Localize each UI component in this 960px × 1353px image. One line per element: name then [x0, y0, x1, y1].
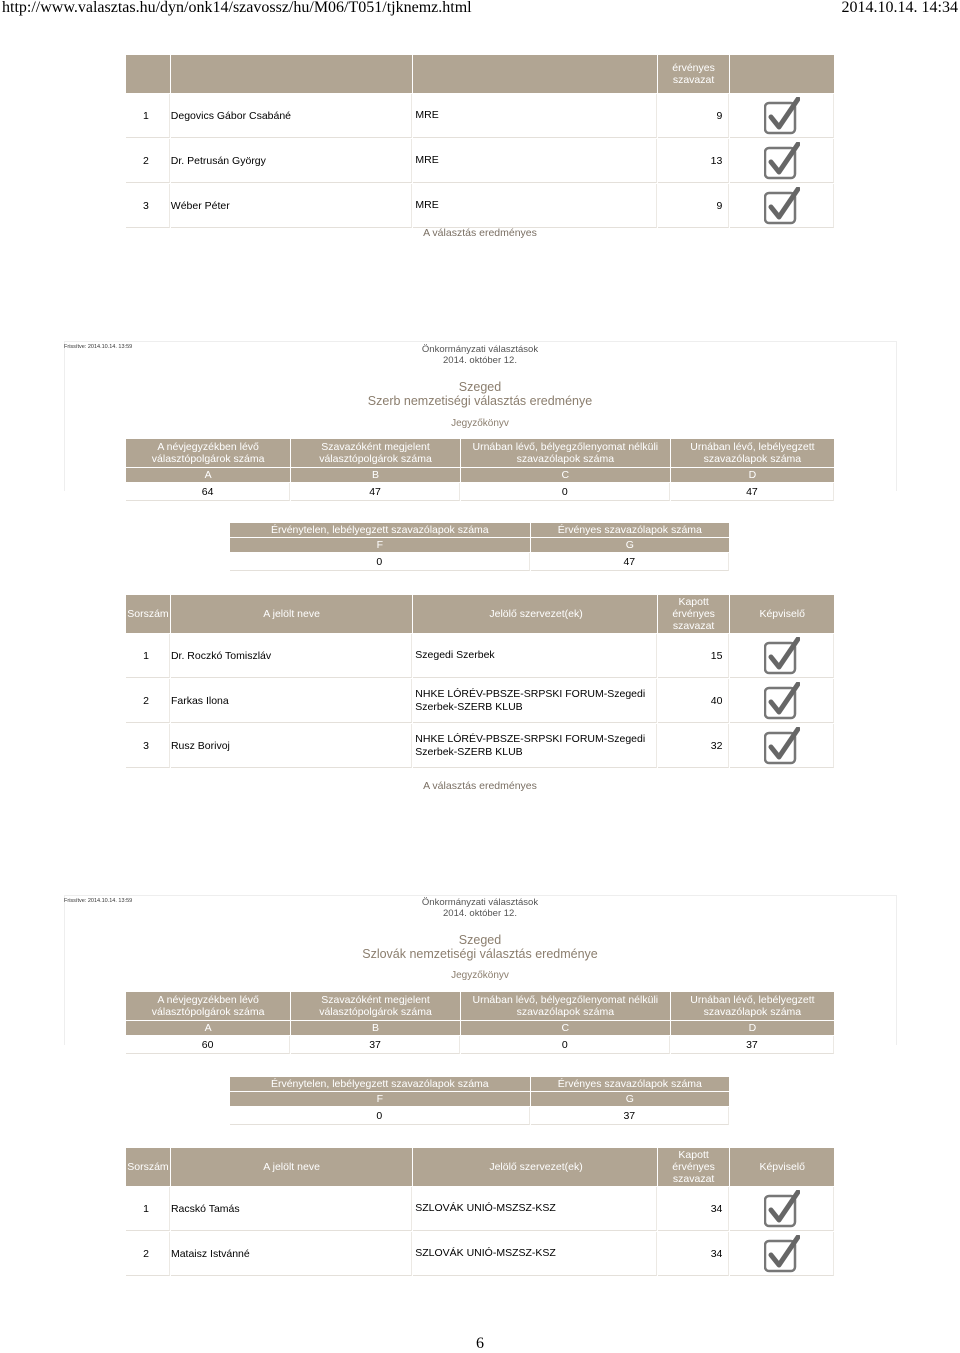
- result-note: A választás eredményes: [423, 227, 537, 239]
- checkmark-icon: [764, 727, 800, 765]
- empty-header: [126, 55, 170, 93]
- candidates-table-continued: [125, 54, 835, 229]
- checkmark-icon: [764, 1235, 800, 1273]
- table-row: 1 Racskó Tamás SZLOVÁK UNIÓ-MSZSZ-KSZ 34: [126, 1187, 834, 1231]
- table-row: 1 Degovics Gábor Csabáné MRE 9: [126, 94, 834, 138]
- table-row: 2 Farkas Ilona NHKE LÓRÉV-PBSZE-SRPSKI FORUM-Szegedi Szerbek-SZERB KLUB 40: [126, 679, 834, 723]
- stats-table: A névjegyzékben lévő választópolgárok száma Szavazóként megjelent választópolgárok száma Urnában lévő, bélyegzőlenyomat nélküli szavazólapok száma Urnában lévő, lebélyegzett szavazólapok száma A B C D 60 37 0 37: [125, 991, 835, 1055]
- stats2-table: Érvénytelen, lebélyegzett szavazólapok száma Érvényes szavazólapok száma F G 0 37: [229, 1076, 730, 1126]
- checkmark-icon: [764, 142, 800, 180]
- section-title: Szlovák nemzetiségi választás eredménye: [362, 947, 598, 961]
- city-title: Szeged: [458, 933, 502, 947]
- checkmark-icon: [764, 682, 800, 720]
- section-title: Szerb nemzetiségi választás eredménye: [367, 394, 593, 408]
- result-note: A választás eredményes: [423, 780, 537, 792]
- checkmark-icon: [764, 187, 800, 225]
- checkmark-icon: [764, 1190, 800, 1228]
- minutes-label: Jegyzőkönyv: [451, 418, 509, 429]
- city-title: Szeged: [458, 380, 502, 394]
- table-row: 2 Mataisz Istvánné SZLOVÁK UNIÓ-MSZSZ-KSZ 34: [126, 1232, 834, 1276]
- candidates-table: Sorszám A jelölt neve Jelölő szervezet(ek) Kapott érvényes szavazat Képviselő 1 Racskó Tamás SZLOVÁK UNIÓ-MSZSZ-KSZ 34 2 Mataisz Istvánné SZLOVÁK UNIÓ-MSZSZ-KSZ 34: [125, 1147, 835, 1277]
- valid-votes-header: érvényes szavazat: [658, 55, 730, 93]
- updated-stamp: Frissítve: 2014.10.14. 13:59: [64, 898, 133, 904]
- print-url: http://www.valasztas.hu/dyn/onk14/szavossz/hu/M06/T051/tjknemz.html: [2, 0, 472, 16]
- print-date: 2014.10.14. 14:34: [841, 0, 958, 16]
- stats-table: A névjegyzékben lévő választópolgárok száma Szavazóként megjelent választópolgárok száma Urnában lévő, bélyegzőlenyomat nélküli szavazólapok száma Urnában lévő, lebélyegzett szavazólapok száma A B C D 64 47 0 47: [125, 438, 835, 502]
- minutes-label: Jegyzőkönyv: [451, 970, 509, 981]
- page-number: 6: [476, 1335, 484, 1352]
- table-row: 2 Dr. Petrusán György MRE 13: [126, 139, 834, 183]
- election-date: 2014. október 12.: [443, 908, 517, 919]
- election-name: Önkormányzati választások: [421, 344, 539, 355]
- election-date: 2014. október 12.: [443, 355, 517, 366]
- checkmark-icon: [764, 97, 800, 135]
- stats2-table: Érvénytelen, lebélyegzett szavazólapok száma Érvényes szavazólapok száma F G 0 47: [229, 522, 730, 572]
- checkmark-icon: [764, 637, 800, 675]
- election-name: Önkormányzati választások: [421, 897, 539, 908]
- table-row: 3 Wéber Péter MRE 9: [126, 184, 834, 228]
- candidates-table: Sorszám A jelölt neve Jelölő szervezet(ek) Kapott érvényes szavazat Képviselő 1 Dr. Roczkó Tomiszláv Szegedi Szerbek 15 2 Farkas Ilona NHKE LÓRÉV-PBSZE-SRPSKI FORUM-Szegedi Szerbek-SZERB KLUB 40 3 Rusz Borivoj NHKE LÓRÉV-PBSZE-SRPSKI FORUM-Szegedi Szerbek-SZERB KLUB 32: [125, 594, 835, 769]
- updated-stamp: Frissítve: 2014.10.14. 13:59: [64, 344, 133, 350]
- print-header: [0, 0, 960, 16]
- table-row: 3 Rusz Borivoj NHKE LÓRÉV-PBSZE-SRPSKI FORUM-Szegedi Szerbek-SZERB KLUB 32: [126, 724, 834, 768]
- table-row: 1 Dr. Roczkó Tomiszláv Szegedi Szerbek 15: [126, 634, 834, 678]
